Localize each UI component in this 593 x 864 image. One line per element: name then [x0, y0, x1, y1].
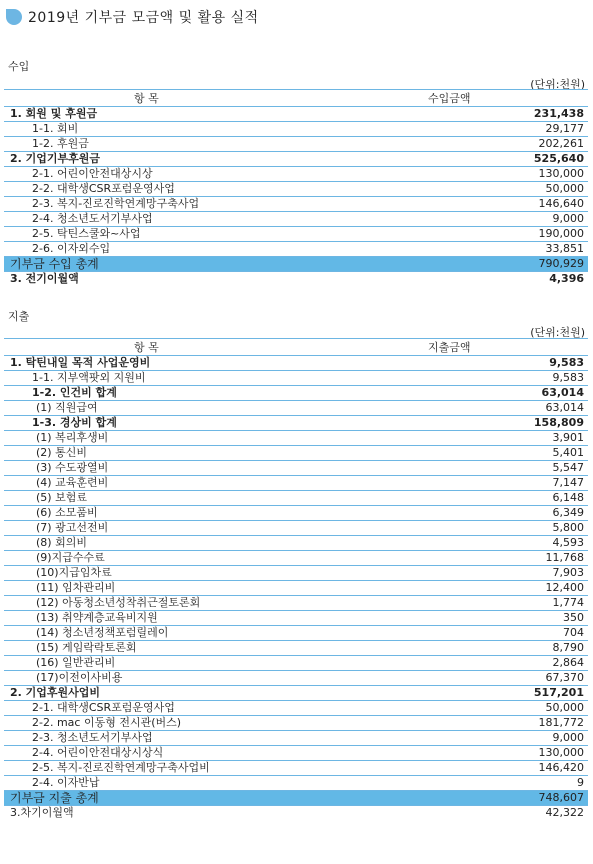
row-amount: 63,014	[428, 386, 588, 401]
income-row	[4, 182, 588, 197]
expense-row	[4, 671, 588, 686]
income-section-label: 수입	[8, 60, 30, 73]
row-label: (9)지급수수료	[4, 551, 428, 566]
income-row	[4, 167, 588, 182]
expense-row	[4, 566, 588, 581]
row-label: 3. 전기이월액	[10, 272, 79, 285]
row-label: 2-1. 대학생CSR포럼운영사업	[4, 701, 428, 716]
expense-row	[4, 521, 588, 536]
expense-header-item: 항 목	[4, 339, 428, 356]
row-label: (12) 아동청소년성착취근절토론회	[4, 596, 428, 611]
row-amount: 9,000	[428, 212, 588, 227]
bullet-icon	[6, 9, 22, 25]
row-label: (3) 수도광열비	[4, 461, 428, 476]
row-amount: 2,864	[428, 656, 588, 671]
row-amount: 790,929	[428, 257, 588, 272]
income-row	[4, 242, 588, 257]
row-label: (13) 취약계층교육비지원	[4, 611, 428, 626]
income-rows	[4, 107, 588, 287]
row-label: 2-2. 대학생CSR포럼운영사업	[4, 182, 428, 197]
expense-row	[4, 776, 588, 791]
expense-row	[4, 551, 588, 566]
row-label: (5) 보험료	[4, 491, 428, 506]
row-amount: 158,809	[428, 416, 588, 431]
expense-row	[4, 686, 588, 701]
row-amount: 5,401	[428, 446, 588, 461]
row-amount: 517,201	[428, 686, 588, 701]
expense-row	[4, 596, 588, 611]
expense-row	[4, 386, 588, 401]
row-label: (14) 청소년정책포럼릴레이	[4, 626, 428, 641]
expense-row	[4, 476, 588, 491]
row-label: 2-3. 청소년도서기부사업	[4, 731, 428, 746]
row-amount: 42,322	[545, 806, 584, 819]
row-label: 1. 회원 및 후원금	[4, 107, 428, 122]
income-row	[4, 152, 588, 167]
row-amount: 231,438	[428, 107, 588, 122]
row-label: (7) 광고선전비	[4, 521, 428, 536]
expense-row	[4, 806, 588, 821]
row-amount: 50,000	[428, 182, 588, 197]
expense-row	[4, 431, 588, 446]
row-amount: 130,000	[428, 746, 588, 761]
row-label: 2-4. 이자반납	[4, 776, 428, 791]
row-label: (10)지급임차료	[4, 566, 428, 581]
row-label: 1. 탁틴내일 목적 사업운영비	[4, 356, 428, 371]
row-label: (4) 교육훈련비	[4, 476, 428, 491]
row-amount: 9	[428, 776, 588, 791]
row-amount: 181,772	[428, 716, 588, 731]
row-label: (1) 복리후생비	[4, 431, 428, 446]
row-label: 1-1. 지부액팟외 지원비	[4, 371, 428, 386]
expense-row	[4, 656, 588, 671]
row-amount: 350	[428, 611, 588, 626]
row-amount: 146,420	[428, 761, 588, 776]
row-amount: 9,583	[428, 356, 588, 371]
expense-table	[4, 338, 588, 820]
expense-row	[4, 731, 588, 746]
row-label: (8) 회의비	[4, 536, 428, 551]
row-amount: 525,640	[428, 152, 588, 167]
row-label: 2-1. 어린이안전대상시상	[4, 167, 428, 182]
expense-row	[4, 491, 588, 506]
row-label: (11) 임차관리비	[4, 581, 428, 596]
row-amount: 50,000	[428, 701, 588, 716]
row-amount: 9,000	[428, 731, 588, 746]
expense-row	[4, 461, 588, 476]
row-label: 2-3. 복지-진로진학연계망구축사업	[4, 197, 428, 212]
income-row	[4, 122, 588, 137]
expense-row	[4, 746, 588, 761]
income-row	[4, 107, 588, 122]
row-amount: 7,903	[428, 566, 588, 581]
row-label: (15) 게임락락토론회	[4, 641, 428, 656]
row-amount: 190,000	[428, 227, 588, 242]
row-label: (16) 일반관리비	[4, 656, 428, 671]
income-row	[4, 212, 588, 227]
row-label: (6) 소모품비	[4, 506, 428, 521]
income-header-amount: 수입금액	[428, 90, 588, 107]
row-amount: 63,014	[428, 401, 588, 416]
expense-row	[4, 761, 588, 776]
row-amount: 8,790	[428, 641, 588, 656]
row-amount: 1,774	[428, 596, 588, 611]
expense-row	[4, 581, 588, 596]
income-table	[4, 89, 588, 286]
row-amount: 5,547	[428, 461, 588, 476]
income-row	[4, 197, 588, 212]
income-unit-label: (단위:천원)	[530, 78, 585, 91]
row-amount: 704	[428, 626, 588, 641]
row-label: 1-3. 경상비 합계	[4, 416, 428, 431]
income-row	[4, 137, 588, 152]
row-amount: 33,851	[428, 242, 588, 257]
income-header-row	[4, 90, 588, 107]
expense-section-label: 지출	[8, 310, 30, 323]
expense-header-amount: 지출금액	[428, 339, 588, 356]
expense-row	[4, 626, 588, 641]
expense-total-row	[4, 791, 588, 806]
row-amount: 7,147	[428, 476, 588, 491]
row-amount: 4,593	[428, 536, 588, 551]
row-label: (1) 직원급여	[4, 401, 428, 416]
income-total-row	[4, 257, 588, 272]
row-label: 기부금 수입 총계	[4, 257, 428, 272]
row-amount: 5,800	[428, 521, 588, 536]
expense-row	[4, 356, 588, 371]
row-amount: 9,583	[428, 371, 588, 386]
expense-row	[4, 506, 588, 521]
row-amount: 3,901	[428, 431, 588, 446]
expense-unit-label: (단위:천원)	[530, 326, 585, 339]
row-label: (17)이전이사비용	[4, 671, 428, 686]
row-label: 2-2. mac 이동형 전시관(버스)	[4, 716, 428, 731]
row-label: 2-5. 복지-진로진학연계망구축사업비	[4, 761, 428, 776]
expense-rows	[4, 356, 588, 821]
row-amount: 12,400	[428, 581, 588, 596]
expense-row	[4, 611, 588, 626]
row-label: 2-6. 이자외수입	[4, 242, 428, 257]
row-amount: 130,000	[428, 167, 588, 182]
expense-row	[4, 701, 588, 716]
row-label: 2-4. 어린이안전대상시상식	[4, 746, 428, 761]
row-amount: 146,640	[428, 197, 588, 212]
row-label: 1-2. 후원금	[4, 137, 428, 152]
expense-row	[4, 536, 588, 551]
row-label: 2. 기업기부후원금	[4, 152, 428, 167]
row-label: 3.차기이월액	[10, 806, 74, 819]
expense-row	[4, 401, 588, 416]
expense-header-row	[4, 339, 588, 356]
income-row	[4, 272, 588, 287]
report-title-block	[6, 6, 259, 28]
expense-row	[4, 416, 588, 431]
expense-row	[4, 716, 588, 731]
expense-row	[4, 371, 588, 386]
row-amount: 202,261	[428, 137, 588, 152]
row-label: 2-4. 청소년도서기부사업	[4, 212, 428, 227]
row-amount: 4,396	[549, 272, 584, 285]
row-label: (2) 통신비	[4, 446, 428, 461]
row-label: 2-5. 탁틴스쿨와~사업	[4, 227, 428, 242]
expense-row	[4, 446, 588, 461]
row-label: 기부금 지출 총계	[4, 791, 428, 806]
row-amount: 11,768	[428, 551, 588, 566]
expense-row	[4, 641, 588, 656]
row-amount: 6,148	[428, 491, 588, 506]
row-label: 1-2. 인건비 합계	[4, 386, 428, 401]
row-amount: 29,177	[428, 122, 588, 137]
row-amount: 6,349	[428, 506, 588, 521]
row-label: 2. 기업후원사업비	[4, 686, 428, 701]
row-amount: 748,607	[428, 791, 588, 806]
income-header-item: 항 목	[4, 90, 428, 107]
row-label: 1-1. 회비	[4, 122, 428, 137]
row-amount: 67,370	[428, 671, 588, 686]
page-title: 2019년 기부금 모금액 및 활용 실적	[28, 10, 259, 26]
income-row	[4, 227, 588, 242]
